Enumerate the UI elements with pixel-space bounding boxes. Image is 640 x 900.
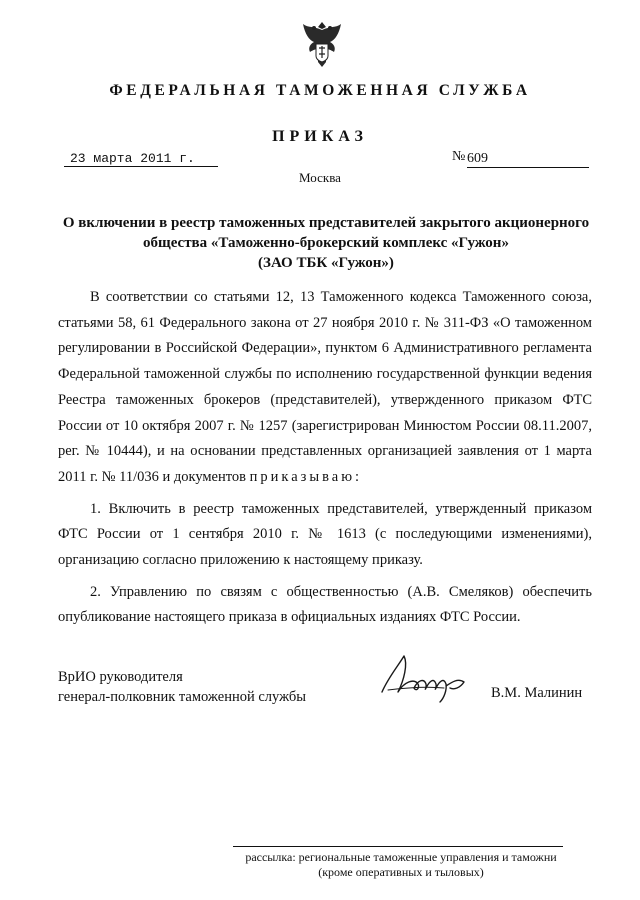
order-date: 23 марта 2011 г. (64, 150, 218, 167)
signer-title-line-1: ВрИО руководителя (58, 669, 183, 685)
distribution-line-1: рассылка: региональные таможенные управления и таможни (245, 850, 557, 864)
handwritten-signature-icon (374, 648, 474, 706)
coat-of-arms-emblem-icon (300, 18, 344, 70)
order-number: 609 (467, 150, 589, 168)
agency-name: ФЕДЕРАЛЬНАЯ ТАМОЖЕННАЯ СЛУЖБА (109, 82, 531, 99)
order-item-2: 2. Управлению по связям с общественностью (А.В. Смеляков) обеспечить опубликование настоящего приказа в официальных изданиях ФТС России. (58, 583, 592, 626)
order-number-sign: № (452, 149, 466, 164)
city: Москва (299, 170, 341, 185)
preamble-text: В соответствии со статьями 12, 13 Таможенного кодекса Таможенного союза, статьями 58, 61 Федерального закона от 27 ноября 2010 г. № 311-ФЗ «О таможенном регулировании в Российской Федерации», пунктом 6 Административного регламента Федеральной таможенной службы по исполнению государственной функции ведения Реестра таможенных брокеров (представителей), утвержденного приказом ФТС России от 10 октября 2007 г. № 1257 (зарегистрирован Минюстом России 08.11.2007, рег. № 10444), и на основании представленных организацией заявления от 1 марта 2011 г. № 11/036 и документов (58, 289, 592, 485)
order-word: приказываю: (249, 468, 363, 485)
heading-line-1: О включении в реестр таможенных представителей закрытого акционерного (62, 215, 590, 231)
heading-line-3: (ЗАО ТБК «Гужон») (258, 255, 394, 271)
preamble-paragraph (58, 285, 592, 491)
signer-title-line-2: генерал-полковник таможенной службы (58, 689, 307, 705)
signer-title (58, 667, 306, 707)
distribution-list (223, 850, 579, 880)
order-item-1: 1. Включить в реестр таможенных представителей, утвержденный приказом ФТС России от 1 сентября 2010 г. № 1613 (с последующими изменениями), организацию согласно приложению к настоящему приказу. (58, 500, 592, 569)
order-heading (58, 213, 594, 273)
document-type: ПРИКАЗ (272, 128, 368, 145)
order-body (58, 285, 592, 631)
signer-name: В.М. Малинин (491, 685, 583, 701)
distribution-line-2: (кроме оперативных и тыловых) (318, 865, 484, 879)
distribution-divider (233, 846, 563, 847)
heading-line-2: общества «Таможенно-брокерский комплекс «Гужон» (143, 235, 509, 251)
